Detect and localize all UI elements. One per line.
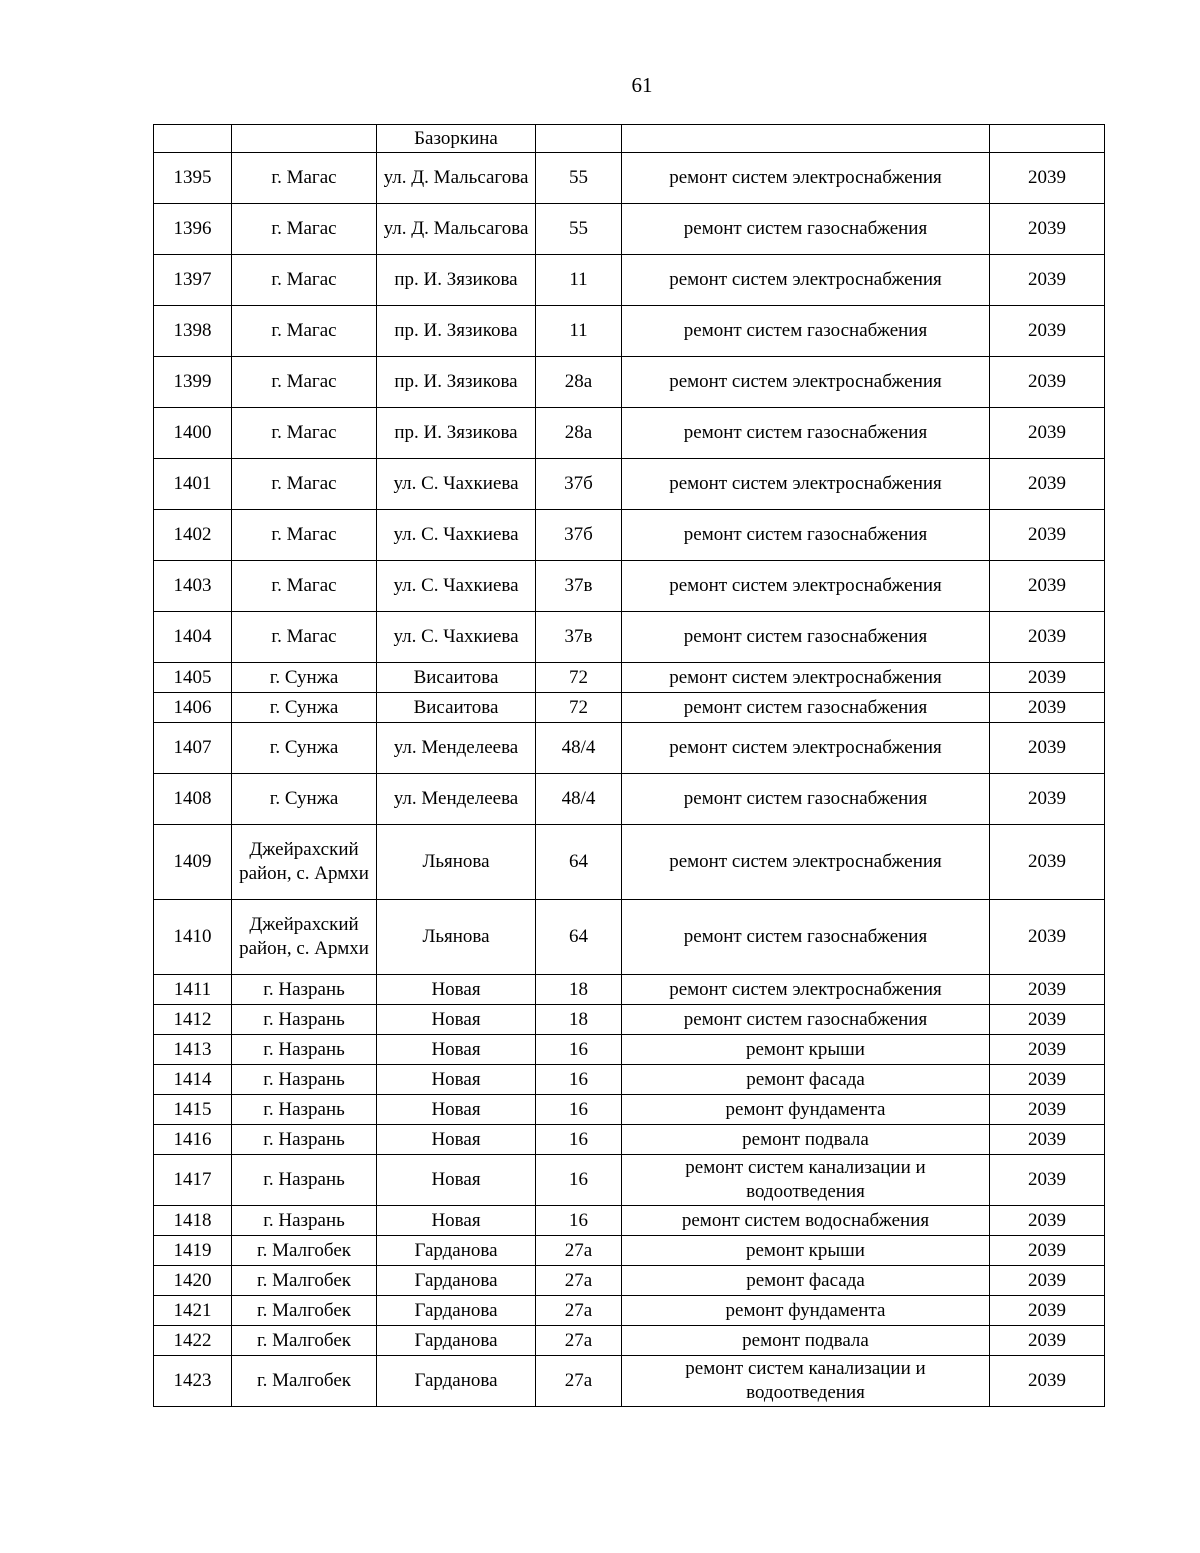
house-number-cell: 64 xyxy=(536,900,622,975)
house-number-cell: 37в xyxy=(536,612,622,663)
work-type-cell: ремонт подвала xyxy=(622,1125,990,1155)
work-type-cell: ремонт систем электроснабжения xyxy=(622,663,990,693)
table-row xyxy=(154,408,1105,459)
locality-cell: г. Магас xyxy=(232,153,377,204)
locality-cell: г. Назрань xyxy=(232,1095,377,1125)
street-cell: пр. И. Зязикова xyxy=(377,357,536,408)
street-cell: ул. С. Чахкиева xyxy=(377,612,536,663)
year-cell: 2039 xyxy=(990,693,1105,723)
year-cell: 2039 xyxy=(990,1155,1105,1206)
street-cell: Новая xyxy=(377,1005,536,1035)
row-number-cell: 1414 xyxy=(154,1065,232,1095)
house-number-cell: 16 xyxy=(536,1035,622,1065)
house-number-cell: 37в xyxy=(536,561,622,612)
year-cell: 2039 xyxy=(990,900,1105,975)
year-cell: 2039 xyxy=(990,153,1105,204)
row-number-cell: 1418 xyxy=(154,1206,232,1236)
row-number-cell: 1396 xyxy=(154,204,232,255)
street-cell: Новая xyxy=(377,1125,536,1155)
table-row xyxy=(154,1206,1105,1236)
work-type-cell: ремонт фундамента xyxy=(622,1095,990,1125)
row-number-cell: 1409 xyxy=(154,825,232,900)
table-row xyxy=(154,1035,1105,1065)
house-number-cell: 16 xyxy=(536,1155,622,1206)
table-row xyxy=(154,459,1105,510)
row-number-cell: 1408 xyxy=(154,774,232,825)
house-number-cell: 37б xyxy=(536,459,622,510)
house-number-cell: 27а xyxy=(536,1296,622,1326)
year-cell: 2039 xyxy=(990,306,1105,357)
table-body xyxy=(154,125,1105,1407)
row-number-cell: 1410 xyxy=(154,900,232,975)
work-type-cell: ремонт систем газоснабжения xyxy=(622,408,990,459)
street-cell: ул. Менделеева xyxy=(377,774,536,825)
work-type-cell: ремонт систем электроснабжения xyxy=(622,357,990,408)
row-number-cell: 1417 xyxy=(154,1155,232,1206)
table-row xyxy=(154,561,1105,612)
locality-cell: г. Назрань xyxy=(232,1125,377,1155)
house-number-cell: 16 xyxy=(536,1125,622,1155)
house-number-cell: 72 xyxy=(536,663,622,693)
locality-cell: Джейрахский район, с. Армхи xyxy=(232,900,377,975)
street-cell: Гарданова xyxy=(377,1236,536,1266)
street-cell: Гарданова xyxy=(377,1356,536,1407)
street-cell: Новая xyxy=(377,975,536,1005)
house-number-cell: 48/4 xyxy=(536,774,622,825)
row-number-cell: 1398 xyxy=(154,306,232,357)
street-cell: Новая xyxy=(377,1065,536,1095)
year-cell: 2039 xyxy=(990,1125,1105,1155)
table-row xyxy=(154,663,1105,693)
house-number-cell: 64 xyxy=(536,825,622,900)
work-type-cell: ремонт систем газоснабжения xyxy=(622,774,990,825)
row-number-cell: 1412 xyxy=(154,1005,232,1035)
street-cell: Льянова xyxy=(377,900,536,975)
work-type-cell: ремонт систем газоснабжения xyxy=(622,204,990,255)
table-row xyxy=(154,510,1105,561)
street-cell: Новая xyxy=(377,1095,536,1125)
locality-cell: г. Малгобек xyxy=(232,1266,377,1296)
table-row xyxy=(154,1326,1105,1356)
row-number-cell xyxy=(154,125,232,153)
work-type-cell: ремонт систем электроснабжения xyxy=(622,825,990,900)
year-cell: 2039 xyxy=(990,723,1105,774)
house-number-cell: 16 xyxy=(536,1065,622,1095)
street-cell: Новая xyxy=(377,1035,536,1065)
year-cell: 2039 xyxy=(990,357,1105,408)
page-number: 61 xyxy=(631,73,653,97)
house-number-cell: 28а xyxy=(536,357,622,408)
house-number-cell xyxy=(536,125,622,153)
locality-cell: Джейрахский район, с. Армхи xyxy=(232,825,377,900)
table-row xyxy=(154,693,1105,723)
street-cell: Льянова xyxy=(377,825,536,900)
work-type-cell: ремонт систем канализации и водоотведения xyxy=(622,1356,990,1407)
house-number-cell: 16 xyxy=(536,1206,622,1236)
year-cell: 2039 xyxy=(990,1266,1105,1296)
work-type-cell: ремонт систем газоснабжения xyxy=(622,510,990,561)
house-number-cell: 18 xyxy=(536,1005,622,1035)
year-cell: 2039 xyxy=(990,1356,1105,1407)
row-number-cell: 1400 xyxy=(154,408,232,459)
work-type-cell: ремонт фасада xyxy=(622,1266,990,1296)
repair-schedule-table xyxy=(153,124,1105,1407)
street-cell: пр. И. Зязикова xyxy=(377,306,536,357)
row-number-cell: 1419 xyxy=(154,1236,232,1266)
year-cell: 2039 xyxy=(990,1296,1105,1326)
year-cell: 2039 xyxy=(990,975,1105,1005)
locality-cell: г. Сунжа xyxy=(232,693,377,723)
year-cell: 2039 xyxy=(990,612,1105,663)
locality-cell: г. Малгобек xyxy=(232,1236,377,1266)
locality-cell: г. Магас xyxy=(232,408,377,459)
house-number-cell: 55 xyxy=(536,153,622,204)
row-number-cell: 1401 xyxy=(154,459,232,510)
year-cell: 2039 xyxy=(990,408,1105,459)
work-type-cell: ремонт фундамента xyxy=(622,1296,990,1326)
row-number-cell: 1404 xyxy=(154,612,232,663)
locality-cell: г. Магас xyxy=(232,204,377,255)
table-row xyxy=(154,1155,1105,1206)
work-type-cell: ремонт подвала xyxy=(622,1326,990,1356)
table-row xyxy=(154,204,1105,255)
locality-cell xyxy=(232,125,377,153)
year-cell: 2039 xyxy=(990,1005,1105,1035)
row-number-cell: 1397 xyxy=(154,255,232,306)
table-row xyxy=(154,125,1105,153)
table-row xyxy=(154,774,1105,825)
street-cell: Висаитова xyxy=(377,663,536,693)
year-cell: 2039 xyxy=(990,825,1105,900)
street-cell: Висаитова xyxy=(377,693,536,723)
street-cell: Гарданова xyxy=(377,1326,536,1356)
work-type-cell: ремонт систем газоснабжения xyxy=(622,612,990,663)
locality-cell: г. Магас xyxy=(232,357,377,408)
house-number-cell: 18 xyxy=(536,975,622,1005)
house-number-cell: 27а xyxy=(536,1266,622,1296)
house-number-cell: 48/4 xyxy=(536,723,622,774)
table-row xyxy=(154,1296,1105,1326)
table-row xyxy=(154,1065,1105,1095)
locality-cell: г. Магас xyxy=(232,459,377,510)
row-number-cell: 1422 xyxy=(154,1326,232,1356)
locality-cell: г. Назрань xyxy=(232,1155,377,1206)
street-cell: пр. И. Зязикова xyxy=(377,255,536,306)
year-cell: 2039 xyxy=(990,459,1105,510)
table-row xyxy=(154,975,1105,1005)
house-number-cell: 27а xyxy=(536,1236,622,1266)
street-cell: ул. С. Чахкиева xyxy=(377,561,536,612)
row-number-cell: 1415 xyxy=(154,1095,232,1125)
work-type-cell: ремонт систем электроснабжения xyxy=(622,459,990,510)
year-cell: 2039 xyxy=(990,561,1105,612)
year-cell: 2039 xyxy=(990,1095,1105,1125)
work-type-cell: ремонт систем канализации и водоотведения xyxy=(622,1155,990,1206)
row-number-cell: 1411 xyxy=(154,975,232,1005)
row-number-cell: 1407 xyxy=(154,723,232,774)
year-cell: 2039 xyxy=(990,1326,1105,1356)
street-cell: Гарданова xyxy=(377,1266,536,1296)
year-cell: 2039 xyxy=(990,1206,1105,1236)
table-row xyxy=(154,1266,1105,1296)
table-row xyxy=(154,1095,1105,1125)
work-type-cell: ремонт систем газоснабжения xyxy=(622,693,990,723)
year-cell: 2039 xyxy=(990,1065,1105,1095)
row-number-cell: 1406 xyxy=(154,693,232,723)
table-row xyxy=(154,255,1105,306)
row-number-cell: 1416 xyxy=(154,1125,232,1155)
house-number-cell: 37б xyxy=(536,510,622,561)
table-row xyxy=(154,357,1105,408)
street-cell: Новая xyxy=(377,1155,536,1206)
table-row xyxy=(154,723,1105,774)
house-number-cell: 27а xyxy=(536,1326,622,1356)
row-number-cell: 1420 xyxy=(154,1266,232,1296)
locality-cell: г. Магас xyxy=(232,561,377,612)
work-type-cell: ремонт систем газоснабжения xyxy=(622,900,990,975)
table-row xyxy=(154,900,1105,975)
work-type-cell: ремонт крыши xyxy=(622,1035,990,1065)
house-number-cell: 16 xyxy=(536,1095,622,1125)
table-row xyxy=(154,1005,1105,1035)
street-cell: Новая xyxy=(377,1206,536,1236)
house-number-cell: 55 xyxy=(536,204,622,255)
locality-cell: г. Назрань xyxy=(232,1005,377,1035)
table-row xyxy=(154,306,1105,357)
locality-cell: г. Назрань xyxy=(232,975,377,1005)
street-cell: ул. Д. Мальсагова xyxy=(377,153,536,204)
locality-cell: г. Сунжа xyxy=(232,663,377,693)
work-type-cell: ремонт систем электроснабжения xyxy=(622,255,990,306)
locality-cell: г. Сунжа xyxy=(232,723,377,774)
house-number-cell: 28а xyxy=(536,408,622,459)
year-cell: 2039 xyxy=(990,1236,1105,1266)
street-cell: ул. Менделеева xyxy=(377,723,536,774)
house-number-cell: 11 xyxy=(536,306,622,357)
row-number-cell: 1403 xyxy=(154,561,232,612)
work-type-cell: ремонт систем электроснабжения xyxy=(622,975,990,1005)
work-type-cell xyxy=(622,125,990,153)
locality-cell: г. Назрань xyxy=(232,1065,377,1095)
row-number-cell: 1413 xyxy=(154,1035,232,1065)
street-cell: ул. С. Чахкиева xyxy=(377,459,536,510)
work-type-cell: ремонт крыши xyxy=(622,1236,990,1266)
house-number-cell: 27а xyxy=(536,1356,622,1407)
street-cell: ул. Д. Мальсагова xyxy=(377,204,536,255)
year-cell: 2039 xyxy=(990,774,1105,825)
year-cell: 2039 xyxy=(990,255,1105,306)
work-type-cell: ремонт систем газоснабжения xyxy=(622,1005,990,1035)
work-type-cell: ремонт фасада xyxy=(622,1065,990,1095)
locality-cell: г. Малгобек xyxy=(232,1326,377,1356)
locality-cell: г. Сунжа xyxy=(232,774,377,825)
row-number-cell: 1421 xyxy=(154,1296,232,1326)
street-cell: Базоркина xyxy=(377,125,536,153)
row-number-cell: 1405 xyxy=(154,663,232,693)
street-cell: пр. И. Зязикова xyxy=(377,408,536,459)
house-number-cell: 11 xyxy=(536,255,622,306)
work-type-cell: ремонт систем электроснабжения xyxy=(622,153,990,204)
row-number-cell: 1402 xyxy=(154,510,232,561)
row-number-cell: 1423 xyxy=(154,1356,232,1407)
work-type-cell: ремонт систем электроснабжения xyxy=(622,723,990,774)
row-number-cell: 1399 xyxy=(154,357,232,408)
year-cell: 2039 xyxy=(990,663,1105,693)
locality-cell: г. Магас xyxy=(232,612,377,663)
locality-cell: г. Магас xyxy=(232,255,377,306)
table-row xyxy=(154,1125,1105,1155)
row-number-cell: 1395 xyxy=(154,153,232,204)
street-cell: Гарданова xyxy=(377,1296,536,1326)
work-type-cell: ремонт систем электроснабжения xyxy=(622,561,990,612)
locality-cell: г. Магас xyxy=(232,510,377,561)
year-cell xyxy=(990,125,1105,153)
locality-cell: г. Назрань xyxy=(232,1206,377,1236)
work-type-cell: ремонт систем водоснабжения xyxy=(622,1206,990,1236)
locality-cell: г. Малгобек xyxy=(232,1356,377,1407)
table-row xyxy=(154,1356,1105,1407)
year-cell: 2039 xyxy=(990,510,1105,561)
table-row xyxy=(154,612,1105,663)
locality-cell: г. Назрань xyxy=(232,1035,377,1065)
work-type-cell: ремонт систем газоснабжения xyxy=(622,306,990,357)
table-row xyxy=(154,825,1105,900)
house-number-cell: 72 xyxy=(536,693,622,723)
table-row xyxy=(154,153,1105,204)
table-row xyxy=(154,1236,1105,1266)
locality-cell: г. Малгобек xyxy=(232,1296,377,1326)
street-cell: ул. С. Чахкиева xyxy=(377,510,536,561)
year-cell: 2039 xyxy=(990,204,1105,255)
locality-cell: г. Магас xyxy=(232,306,377,357)
year-cell: 2039 xyxy=(990,1035,1105,1065)
